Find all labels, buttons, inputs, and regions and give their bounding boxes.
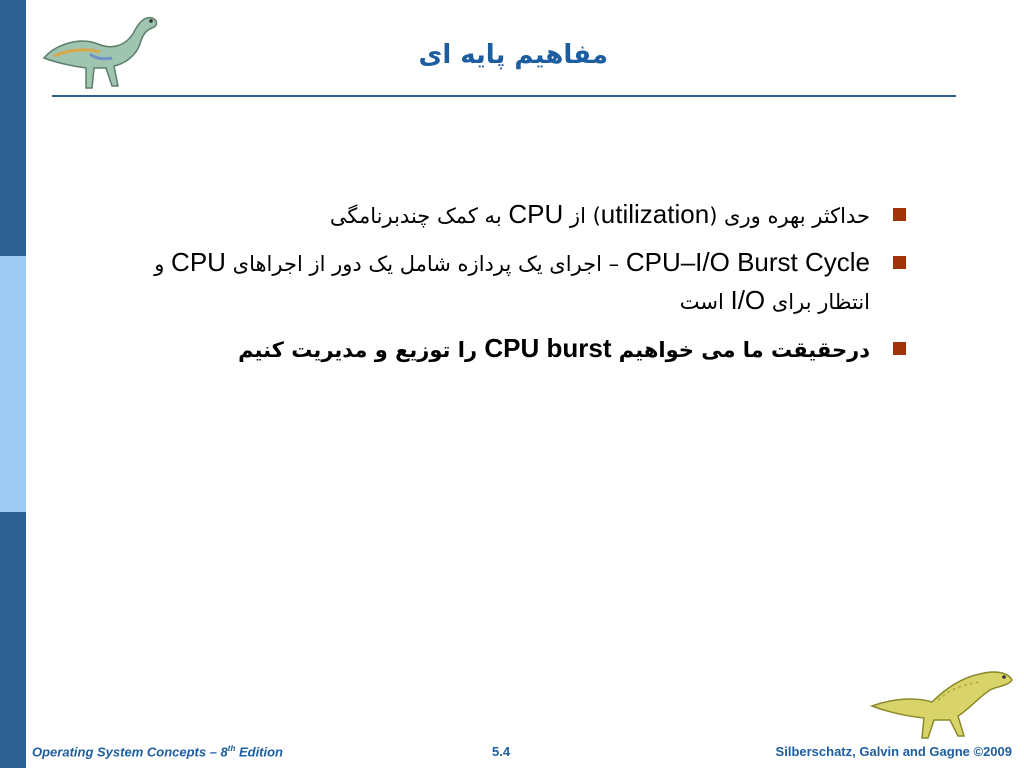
bullet-list (100, 196, 906, 378)
left-sidebar-band (0, 0, 26, 768)
bullet-item-3 (100, 330, 906, 368)
footer-authors: Silberschatz, Galvin and Gagne ©2009 (775, 744, 1012, 759)
bullet-1-text-c: به کمک چندبرنامگی (329, 204, 509, 228)
bullet-2-term-cpu: CPU (171, 247, 226, 277)
sidebar-segment-middle (0, 256, 26, 512)
bullet-1-term-utilization: utilization (600, 199, 710, 229)
footer-book-title (32, 744, 283, 759)
bullet-square-icon (893, 342, 906, 355)
sidebar-segment-bottom (0, 512, 26, 768)
bullet-2-text-b: و انتظار برای (154, 252, 870, 314)
bullet-square-icon (893, 256, 906, 269)
bullet-item-2 (100, 244, 906, 320)
footer-book-title-suffix: Edition (235, 744, 284, 760)
bullet-2-term-io: I/O (730, 285, 766, 315)
bullet-2-term-burst-cycle: CPU–I/O Burst Cycle (625, 247, 870, 277)
slide-title: مفاهیم پایه ای (418, 40, 608, 70)
bullet-2-text-a: – اجرای یک پردازه شامل یک دور از اجراهای (225, 252, 626, 276)
bullet-1-term-cpu: CPU (508, 199, 564, 229)
title-divider (52, 95, 956, 97)
slide-number: 5.4 (492, 744, 511, 759)
bullet-square-icon (893, 208, 906, 221)
dinosaur-icon-top (34, 6, 162, 94)
dinosaur-icon-bottom (868, 660, 1016, 742)
bullet-2-text-c: است (679, 290, 731, 314)
footer-book-title-text: Operating System Concepts – 8 (32, 744, 228, 760)
bullet-1-text-b: ) از (563, 204, 601, 228)
bullet-3-term-cpu-burst: CPU burst (484, 333, 612, 363)
bullet-item-1 (100, 196, 906, 234)
footer-edition-superscript: th (227, 744, 236, 753)
bullet-1-text-a: حداکثر بهره وری ( (709, 204, 870, 228)
sidebar-segment-top (0, 0, 26, 256)
bullet-3-text-b: را توزیع و مدیریت کنیم (238, 338, 485, 362)
bullet-3-text-a: درحقیقت ما می خواهیم (611, 338, 870, 362)
